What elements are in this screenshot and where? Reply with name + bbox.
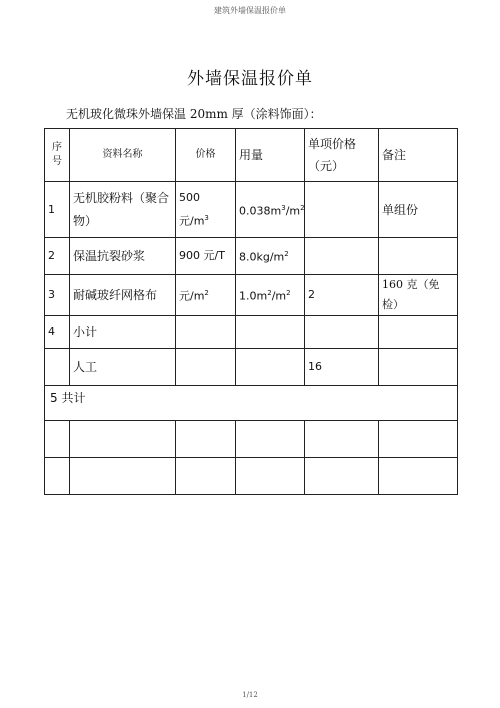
cell-unit-price <box>305 182 379 238</box>
cell-unit-price: 16 <box>305 349 379 386</box>
header-usage: 用量 <box>236 129 305 182</box>
quotation-table <box>44 128 458 495</box>
cell-material: 无机胶粉料（聚合物） <box>70 182 176 238</box>
cell-price: 元$/m^2$ <box>176 275 236 316</box>
cell-remarks: 160 克（免检） <box>379 275 458 316</box>
cell-material: 耐碱玻纤网格布 <box>70 275 176 316</box>
document-subtitle: 无机玻化微珠外墙保温 20mm 厚（涂料饰面）： <box>66 107 322 121</box>
cell-remarks <box>379 316 458 349</box>
table-row <box>45 349 458 386</box>
cell-total: 5 共计 <box>45 386 458 421</box>
cell-usage: $1.0m^2/m^2$ <box>236 275 305 316</box>
cell-usage <box>236 316 305 349</box>
cell-seq: 4 <box>45 316 70 349</box>
table-row <box>45 275 458 316</box>
header-unit-price: 单项价格（元） <box>305 129 379 182</box>
cell-material: 人工 <box>70 349 176 386</box>
table-row <box>45 238 458 275</box>
cell-unit-price: 2 <box>305 275 379 316</box>
table-row <box>45 316 458 349</box>
cell-remarks: 单组份 <box>379 182 458 238</box>
header-material: 资料名称 <box>70 129 176 182</box>
cell-unit-price <box>305 238 379 275</box>
table-row-empty <box>45 458 458 495</box>
cell-usage: $8.0kg/m^2$ <box>236 238 305 275</box>
page-header: 建筑外墙保温报价单 <box>214 6 286 15</box>
page-number: 1/12 <box>242 691 258 699</box>
cell-price <box>176 316 236 349</box>
cell-remarks <box>379 349 458 386</box>
cell-price <box>176 349 236 386</box>
cell-material: 小计 <box>70 316 176 349</box>
cell-seq: 3 <box>45 275 70 316</box>
document-title: 外墙保温报价单 <box>187 69 313 89</box>
cell-price: 900 元/T <box>176 238 236 275</box>
cell-usage: $0.038m^3/m^2$ <box>236 182 305 238</box>
table-header-row <box>45 129 458 182</box>
cell-seq: 1 <box>45 182 70 238</box>
cell-remarks <box>379 238 458 275</box>
header-remarks: 备注 <box>379 129 458 182</box>
table-row <box>45 182 458 238</box>
header-price: 价格 <box>176 129 236 182</box>
cell-seq: 2 <box>45 238 70 275</box>
cell-material: 保温抗裂砂浆 <box>70 238 176 275</box>
table-row-empty <box>45 421 458 458</box>
table-row-total <box>45 386 458 421</box>
cell-seq <box>45 349 70 386</box>
header-seq: 序号 <box>45 129 70 182</box>
cell-unit-price <box>305 316 379 349</box>
cell-usage <box>236 349 305 386</box>
cell-price: 500 元$/m^3$ <box>176 182 236 238</box>
